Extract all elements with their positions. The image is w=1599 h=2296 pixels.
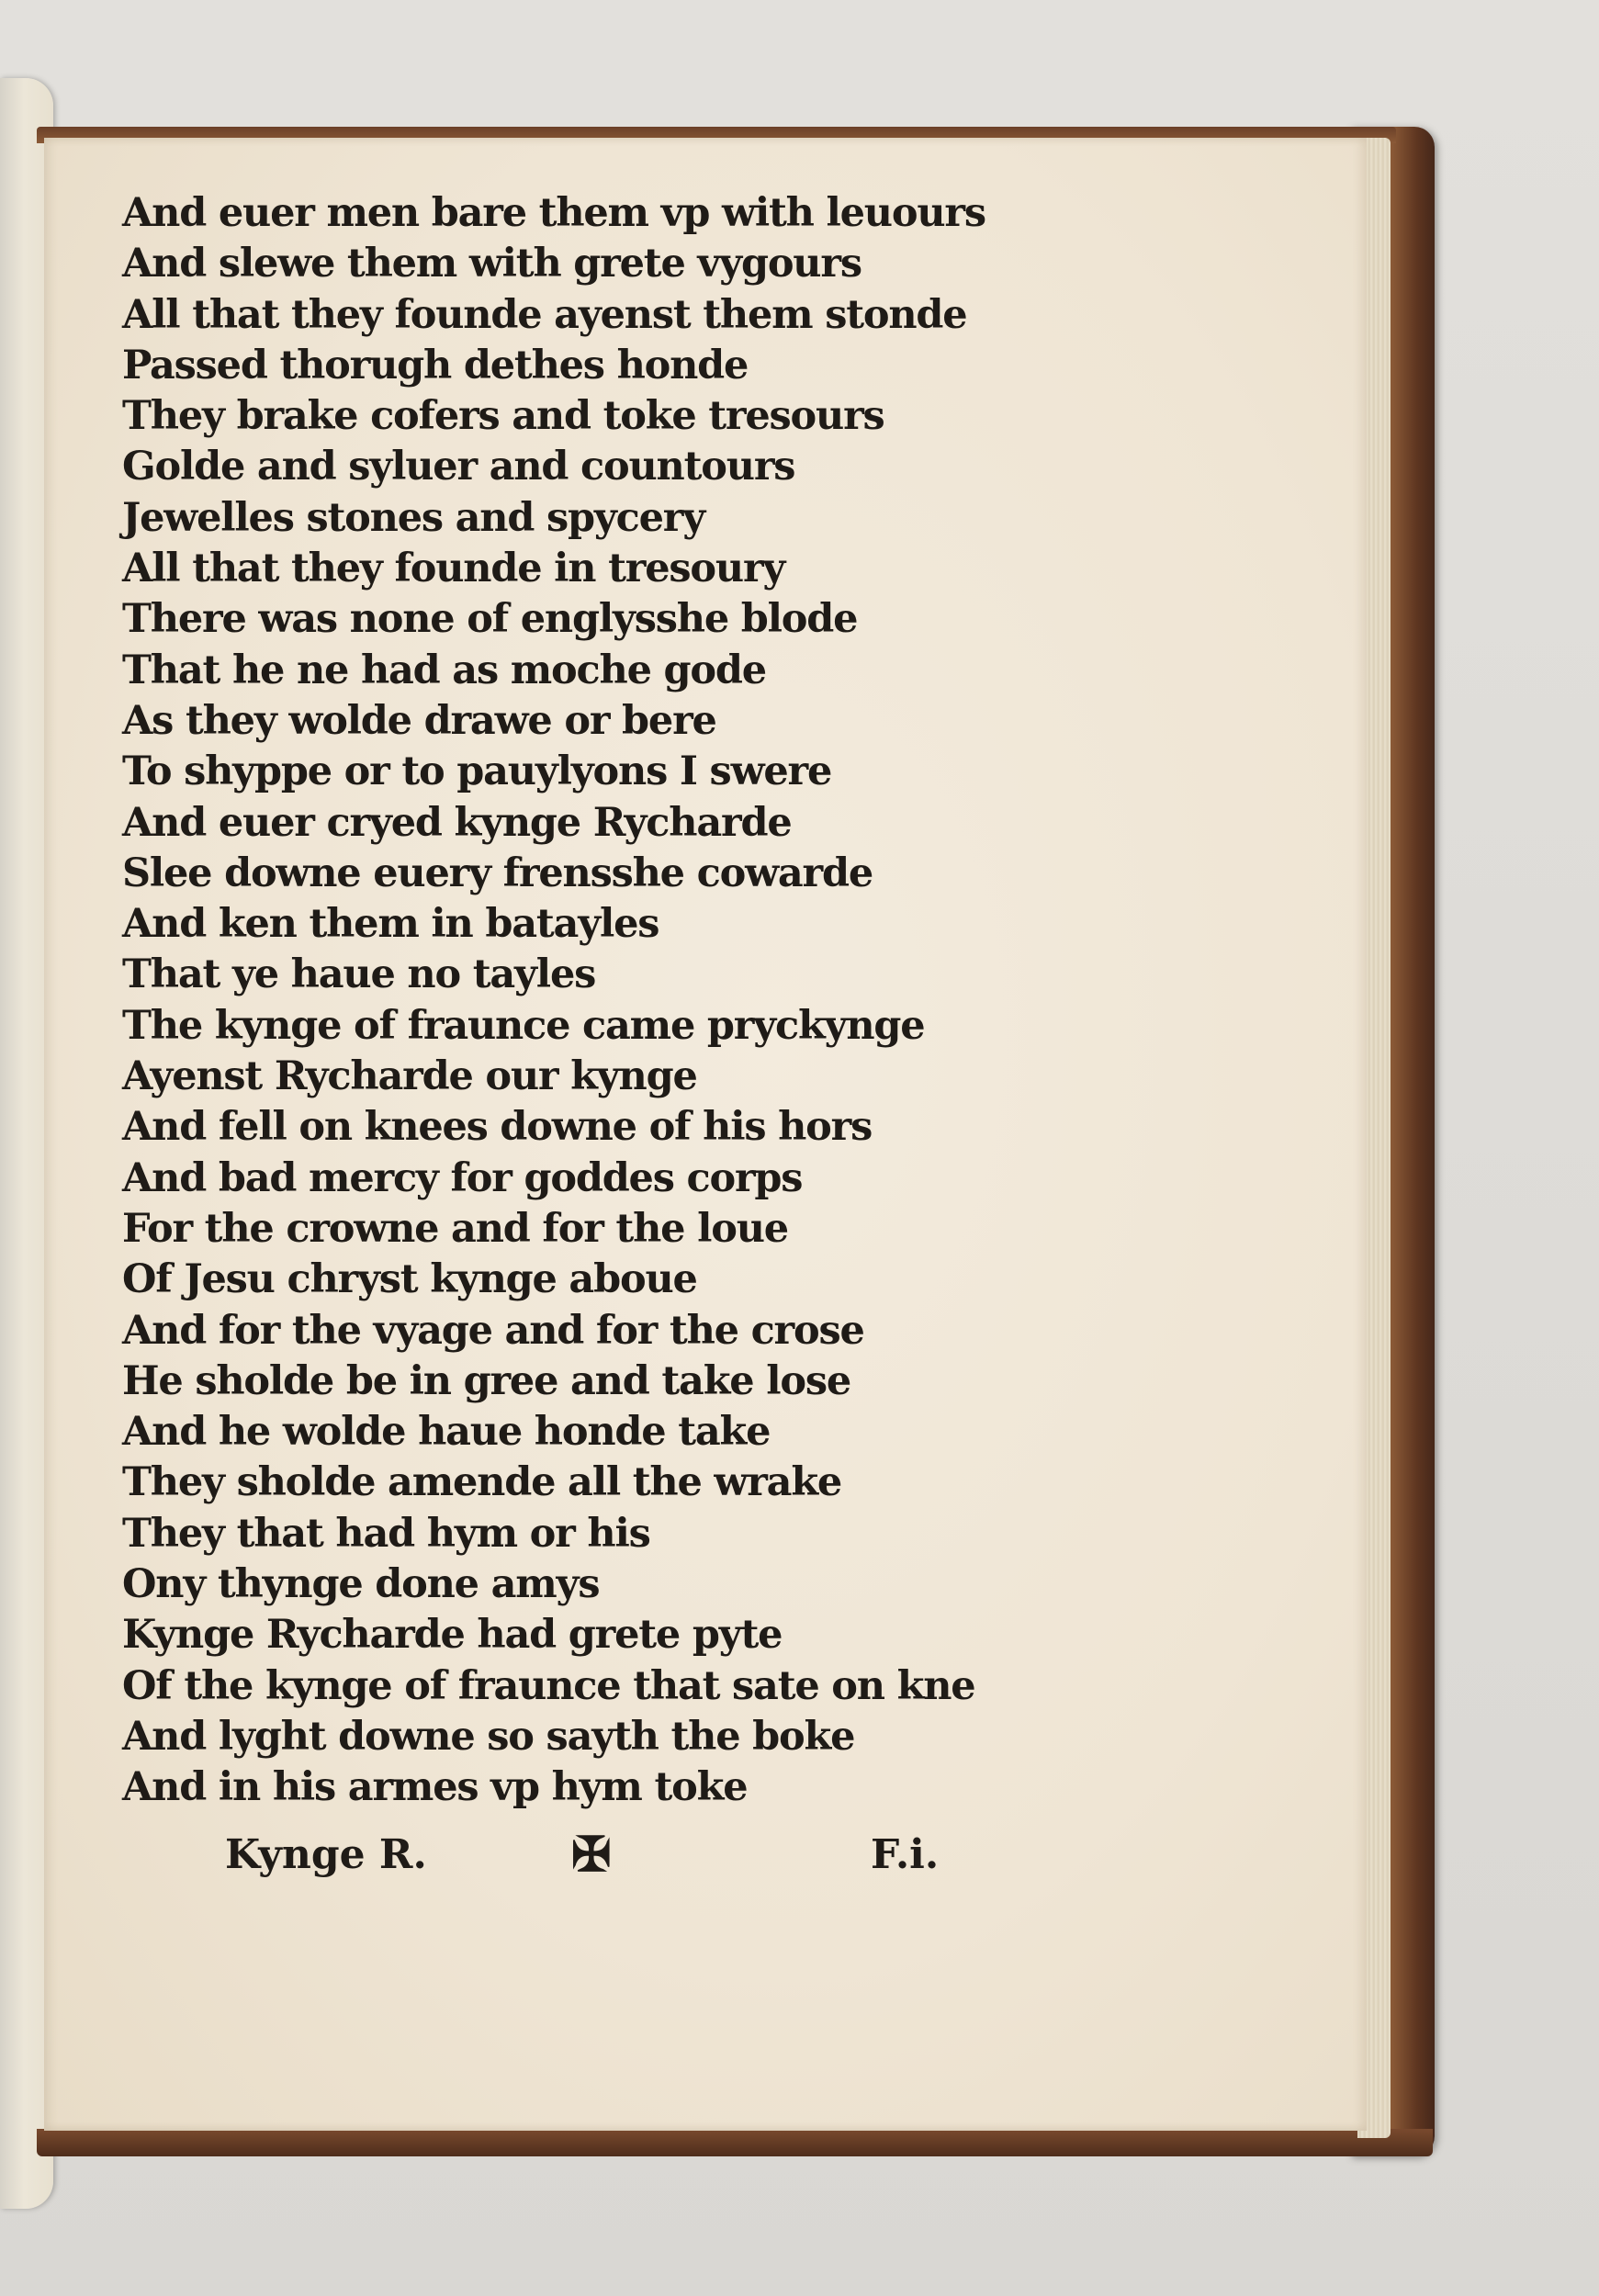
verse-lines (122, 188, 985, 1814)
verse-line: And for the vyage and for the crose (122, 1307, 864, 1354)
verse-line: All that they founde in tresoury (122, 546, 785, 592)
verse-line: They sholde amende all the wrake (122, 1459, 842, 1506)
verse-line: To shyppe or to pauylyons I swere (122, 748, 832, 795)
verse-line: Passed thorugh dethes honde (122, 342, 749, 388)
verse-line: Slee downe euery frensshe cowarde (122, 850, 873, 896)
verse-line: He sholde be in gree and take lose (122, 1357, 850, 1404)
verse-line: As they wolde drawe or bere (122, 697, 716, 744)
verse-line: And bad mercy for goddes corps (122, 1154, 803, 1201)
verse-line: They brake cofers and toke tresours (122, 393, 884, 440)
verse-line: Ayenst Rycharde our kynge (122, 1053, 697, 1100)
verse-line: And euer cryed kynge Rycharde (122, 799, 792, 846)
verse-line: And he wolde haue honde take (122, 1409, 771, 1456)
verse-line: For the crowne and for the loue (122, 1205, 788, 1252)
verse-line: And fell on knees downe of his hors (122, 1104, 873, 1151)
verse-line: And lyght downe so sayth the boke (122, 1713, 855, 1760)
verse-line: All that they founde ayenst them stonde (122, 291, 967, 338)
verse-line: There was none of englysshe blode (122, 596, 858, 643)
verse-line: And in his armes vp hym toke (122, 1764, 748, 1811)
verse-line: Of Jesu chryst kynge aboue (122, 1256, 697, 1303)
verse-text-block (122, 188, 985, 1814)
verse-line: And slewe them with grete vygours (122, 241, 861, 287)
verse-line: They that had hym or his (122, 1510, 650, 1557)
running-head: Kynge R. (225, 1831, 427, 1878)
cross-ornament-icon: ✠ (571, 1827, 612, 1883)
verse-line: And ken them in batayles (122, 901, 659, 948)
verse-line: Kynge Rycharde had grete pyte (122, 1612, 783, 1659)
binding-bottom-edge (37, 2129, 1433, 2156)
signature-mark: F.i. (871, 1831, 940, 1878)
verse-line: Jewelles stones and spycery (122, 494, 705, 541)
verse-line: Ony thynge done amys (122, 1561, 600, 1608)
verse-line: That ye haue no tayles (122, 951, 596, 998)
verse-line: The kynge of fraunce came pryckynge (122, 1002, 925, 1049)
verse-line: And euer men bare them vp with leuours (122, 190, 985, 236)
verse-line: That he ne had as moche gode (122, 647, 766, 693)
verse-line: Golde and syluer and countours (122, 444, 795, 490)
verse-line: Of the kynge of fraunce that sate on kne (122, 1662, 975, 1709)
